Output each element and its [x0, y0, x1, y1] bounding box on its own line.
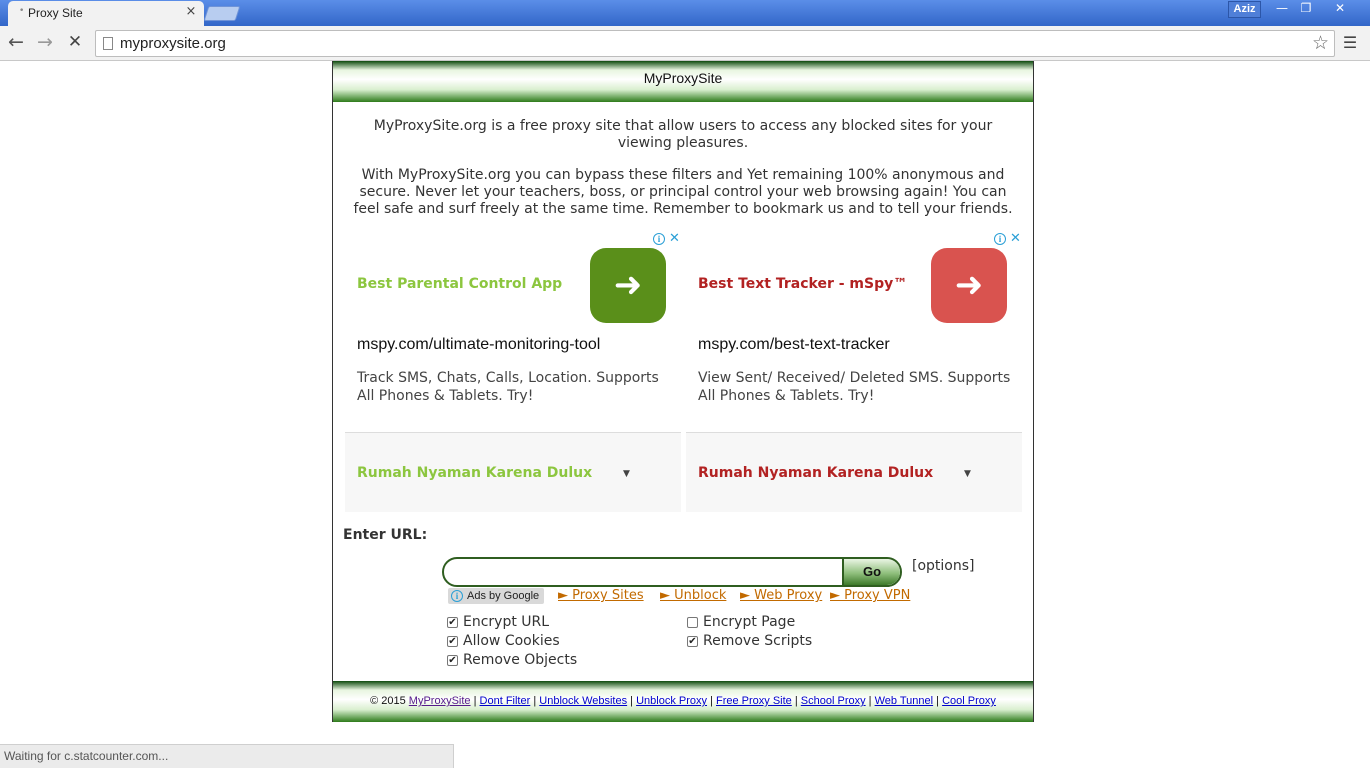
- minimize-icon[interactable]: —: [1276, 1, 1288, 15]
- footer-separator: |: [707, 695, 716, 707]
- ad-headline[interactable]: Best Text Tracker - mSpy™: [698, 276, 908, 292]
- footer-links: [333, 695, 1033, 707]
- ad-link-web-proxy[interactable]: ► Web Proxy: [740, 588, 823, 603]
- adchoices[interactable]: [992, 232, 1024, 246]
- go-button[interactable]: Go: [842, 559, 900, 585]
- ads-by-label: Ads by Google: [467, 590, 540, 602]
- restore-icon[interactable]: ❐: [1300, 1, 1312, 15]
- status-bar: Waiting for c.statcounter.com...: [0, 744, 454, 768]
- ad-secondary[interactable]: [345, 432, 681, 512]
- footer-separator: |: [470, 695, 480, 707]
- url-form: [442, 557, 902, 587]
- browser-toolbar: [0, 26, 1370, 61]
- proxy-page: [332, 61, 1034, 722]
- ad-close-icon[interactable]: ✕: [669, 231, 680, 246]
- ad-headline[interactable]: Best Parental Control App: [357, 276, 563, 292]
- chevron-down-icon[interactable]: ▼: [964, 469, 971, 479]
- address-bar-url[interactable]: myproxysite.org: [120, 35, 226, 52]
- ad-description: View Sent/ Received/ Deleted SMS. Supports All Phones & Tablets. Try!: [698, 370, 1011, 404]
- ad-url[interactable]: mspy.com/ultimate-monitoring-tool: [357, 336, 601, 353]
- chevron-down-icon[interactable]: ▼: [623, 469, 630, 479]
- checkbox[interactable]: ✔: [448, 655, 457, 666]
- url-input[interactable]: [454, 562, 834, 584]
- ad-unit-right[interactable]: [686, 231, 1024, 503]
- checkbox[interactable]: ✔: [688, 636, 697, 647]
- option-label: Remove Scripts: [703, 633, 813, 649]
- ad-info-icon[interactable]: i: [653, 233, 665, 245]
- ad-arrow-icon[interactable]: ➜: [931, 248, 1007, 323]
- footer-link[interactable]: Free Proxy Site: [716, 695, 792, 707]
- footer-link[interactable]: Unblock Proxy: [636, 695, 708, 707]
- ad-info-icon: i: [451, 590, 463, 602]
- site-title: MyProxySite: [643, 70, 723, 86]
- window-close-icon[interactable]: ✕: [1334, 1, 1346, 15]
- option-label: Encrypt URL: [463, 614, 550, 630]
- checkbox[interactable]: [687, 617, 698, 628]
- checkbox[interactable]: ✔: [448, 636, 457, 647]
- tab-title: Proxy Site: [28, 6, 83, 20]
- ad-link-proxy-vpn[interactable]: ► Proxy VPN: [830, 588, 911, 603]
- footer-link[interactable]: Web Tunnel: [874, 695, 934, 707]
- new-tab-button[interactable]: [204, 6, 241, 21]
- adchoices[interactable]: [651, 232, 683, 246]
- intro-paragraph-2: With MyProxySite.org you can bypass these filters and Yet remaining 100% anonymous and secure. Never let your teachers, boss, or principal control your web browsing again! You can feel safe and surf freely at the same time. Remember to bookmark us and to tell your friends.: [353, 167, 1013, 217]
- site-footer: [333, 681, 1033, 722]
- footer-separator: |: [865, 695, 875, 707]
- back-arrow-icon[interactable]: ←: [8, 31, 24, 53]
- ad-unit-left[interactable]: [345, 231, 683, 503]
- copyright-text: © 2015: [370, 695, 406, 707]
- footer-separator: |: [791, 695, 801, 707]
- profile-button[interactable]: Aziz: [1228, 1, 1261, 18]
- checkbox[interactable]: ✔: [448, 617, 457, 628]
- ad-arrow-icon[interactable]: ➜: [590, 248, 666, 323]
- bookmark-star-icon[interactable]: ☆: [1311, 32, 1329, 54]
- option-label: Remove Objects: [463, 652, 578, 668]
- option-label: Allow Cookies: [463, 633, 560, 649]
- forward-arrow-icon[interactable]: →: [37, 31, 53, 53]
- footer-link[interactable]: Dont Filter: [479, 695, 531, 707]
- chrome-menu-icon[interactable]: ☰: [1342, 33, 1358, 52]
- page-icon: [103, 37, 113, 50]
- ad-info-icon[interactable]: i: [994, 233, 1006, 245]
- tab-close-icon[interactable]: ×: [185, 4, 197, 19]
- footer-separator: |: [627, 695, 637, 707]
- footer-link[interactable]: Cool Proxy: [942, 695, 996, 707]
- ad-link-unblock[interactable]: ► Unblock: [660, 588, 727, 603]
- ad-secondary-title[interactable]: Rumah Nyaman Karena Dulux: [698, 465, 934, 481]
- footer-separator: |: [933, 695, 943, 707]
- browser-tab[interactable]: [8, 1, 204, 26]
- ad-description: Track SMS, Chats, Calls, Location. Supports All Phones & Tablets. Try!: [357, 370, 659, 404]
- address-bar[interactable]: [95, 30, 1335, 57]
- footer-separator: |: [530, 695, 540, 707]
- ad-url[interactable]: mspy.com/best-text-tracker: [698, 336, 890, 353]
- ad-close-icon[interactable]: ✕: [1010, 231, 1021, 246]
- loading-spinner-icon: •: [19, 6, 25, 16]
- ad-secondary[interactable]: [686, 432, 1022, 512]
- footer-link[interactable]: School Proxy: [800, 695, 866, 707]
- ad-link-proxy-sites[interactable]: ► Proxy Sites: [558, 588, 644, 603]
- footer-link[interactable]: MyProxySite: [408, 695, 471, 707]
- enter-url-label: Enter URL:: [343, 527, 428, 543]
- ads-by-google[interactable]: [448, 588, 544, 604]
- option-label: Encrypt Page: [703, 614, 796, 630]
- intro-paragraph: MyProxySite.org is a free proxy site that allow users to access any blocked sites for your viewing pleasures.: [373, 118, 993, 151]
- footer-link[interactable]: Unblock Websites: [539, 695, 628, 707]
- ad-secondary-title[interactable]: Rumah Nyaman Karena Dulux: [357, 465, 593, 481]
- title-bar: [0, 0, 1370, 26]
- options-link[interactable]: [options]: [912, 558, 975, 574]
- stop-loading-icon[interactable]: ✕: [67, 32, 83, 52]
- site-header: [333, 61, 1033, 102]
